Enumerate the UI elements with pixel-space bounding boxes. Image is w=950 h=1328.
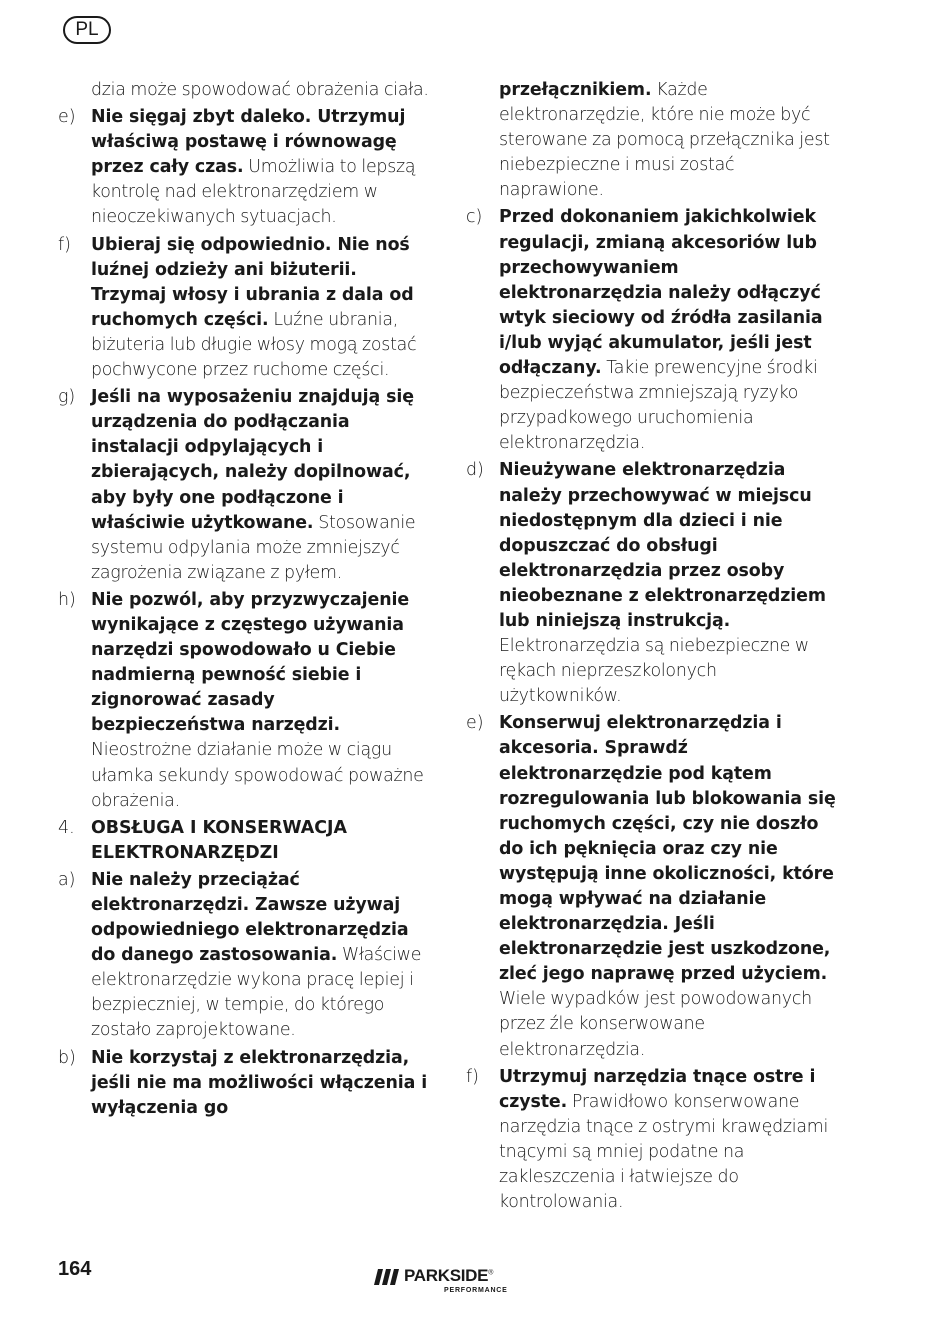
list-item [58,816,430,866]
language-badge: PL [63,16,111,44]
list-item [466,458,838,709]
item-bold-text: Nie należy przeciążać elektronarzędzi. Zawsze używaj odpowiedniego elektronarzędzia do danego zastosowania. [91,869,409,966]
continued-paragraph [58,78,430,103]
item-label: d) [466,460,484,481]
brand-name: PARKSIDE® [404,1266,494,1285]
item-label: c) [466,207,483,228]
list-item [466,1065,838,1216]
item-label: h) [58,589,76,610]
item-bold-text: Utrzymuj narzędzia tnące ostre i czyste. [499,1066,816,1112]
item-text [499,458,838,709]
item-text [91,588,430,814]
item-regular-text: Każde elektronarzędzie, które nie może być sterowane za pomocą przełącznika jest niebezpieczne i musi zostać naprawione. [499,80,830,201]
list-item [58,588,430,814]
list-item [58,233,430,384]
item-text [91,868,430,1044]
continued-paragraph [466,78,838,203]
brand-subline: PERFORMANCE [444,1287,508,1294]
item-text [499,711,838,1062]
item-text [91,105,430,230]
item-bold-text: Przed dokonaniem jakichkolwiek regulacji, zmianą akcesoriów lub przechowywaniem elektronarzędzia należy odłączyć wtyk sieciowy od źródła zasilania i/lub wyjąć akumulator, jeśli jest odłączany. [499,207,823,379]
item-bold-text: Nie sięgaj zbyt daleko. Utrzymuj właściwą postawę i równowagę przez cały czas. [91,107,406,178]
item-text [466,78,838,203]
brand-stripes-icon [374,1269,400,1285]
list-item [58,1046,430,1121]
item-label: a) [58,869,76,890]
item-regular-text: Umożliwia to lepszą kontrolę nad elektronarzędziem w nieoczekiwanych sytuacjach. [91,157,416,228]
left-column [58,78,430,1123]
item-label: f) [466,1066,479,1087]
item-bold-text: Ubieraj się odpowiednio. Nie noś luźnej odzieży ani biżuterii. Trzymaj włosy i ubrania z dala od ruchomych części. [91,234,414,330]
item-regular-text: Prawidłowo konserwowane narzędzia tnące z ostrymi krawędziami tnącymi są mniej podatne na zakleszczenia i łatwiejsze do kontrolowania. [499,1091,829,1213]
item-label: e) [58,107,76,128]
item-text [499,205,838,456]
list-item [58,868,430,1044]
item-label: b) [58,1047,76,1068]
item-regular-text: Takie prewencyjne środki bezpieczeństwa zmniejszają ryzyko przypadkowego uruchomienia elektronarzędzia. [499,358,818,454]
item-bold-text: Nie korzystaj z elektronarzędzia, jeśli nie ma możliwości włączenia i wyłączenia go [91,1047,428,1118]
item-bold-text: OBSŁUGA I KONSERWACJA ELEKTRONARZĘDZI [91,817,347,863]
item-regular-text: Luźne ubrania, biżuteria lub długie włosy mogą zostać pochwycone przez ruchome części. [91,309,417,381]
item-text [499,1065,838,1216]
item-bold-text: Nieużywane elektronarzędzia należy przechowywać w miejscu niedostępnym dla dzieci i nie dopuszczać do obsługi elektronarzędzia przez osoby nieobeznane z elektronarzędziem lub niniejszą instrukcją. [499,460,826,631]
item-regular-text: Wiele wypadków jest powodowanych przez źle konserwowane elektronarzędzia. [499,989,812,1060]
item-bold-text: Nie pozwól, aby przyzwyczajenie wynikające z częstego używania narzędzi spowodowało u Ciebie nadmierną pewność siebie i zignorować zasady bezpieczeństwa narzędzi. [91,589,410,736]
page-number: 164 [58,1258,92,1280]
item-regular-text: Stosowanie systemu odpylania może zmniejszyć zagrożenia związane z pyłem. [91,512,416,583]
item-label: 4. [58,817,75,838]
parkside-logo [374,1266,524,1302]
item-bold-text: Konserwuj elektronarzędzia i akcesoria. Sprawdź elektronarzędzie pod kątem rozregulowania lub blokowania się ruchomych części, czy nie doszło do ich pęknięcia oraz czy nie występują inne okoliczności, które mogą wpływać na działanie elektronarzędzia. Jeśli elektronarzędzie jest uszkodzone, zleć jego naprawę przed użyciem. [499,713,836,985]
item-text [91,1046,430,1121]
list-item [466,711,838,1062]
item-label: f) [58,234,71,255]
item-bold-text: Jeśli na wyposażeniu znajdują się urządzenia do podłączania instalacji odpylających i zbierających, należy dopilnować, aby były one podłączone i właściwie użytkowane. [91,387,414,533]
item-regular-text: dzia może spowodować obrażenia ciała. [91,80,429,100]
right-column [466,78,838,1217]
list-item [58,385,430,586]
item-regular-text: Właściwe elektronarzędzie wykona pracę lepiej i bezpieczniej, w tempie, do którego zostało zaprojektowane. [91,945,422,1041]
item-text [91,385,430,586]
list-item [58,105,430,230]
item-text [58,78,430,103]
item-label: g) [58,387,76,408]
item-regular-text: Nieostrożne działanie może w ciągu ułamka sekundy spowodować poważne obrażenia. [91,740,424,811]
item-regular-text: Elektronarzędzia są niebezpieczne w rękach nieprzeszkolonych użytkowników. [499,636,809,707]
item-label: e) [466,713,484,734]
item-text [91,816,430,866]
item-bold-text: przełącznikiem. [499,80,652,100]
list-item [466,205,838,456]
item-text [91,233,430,384]
